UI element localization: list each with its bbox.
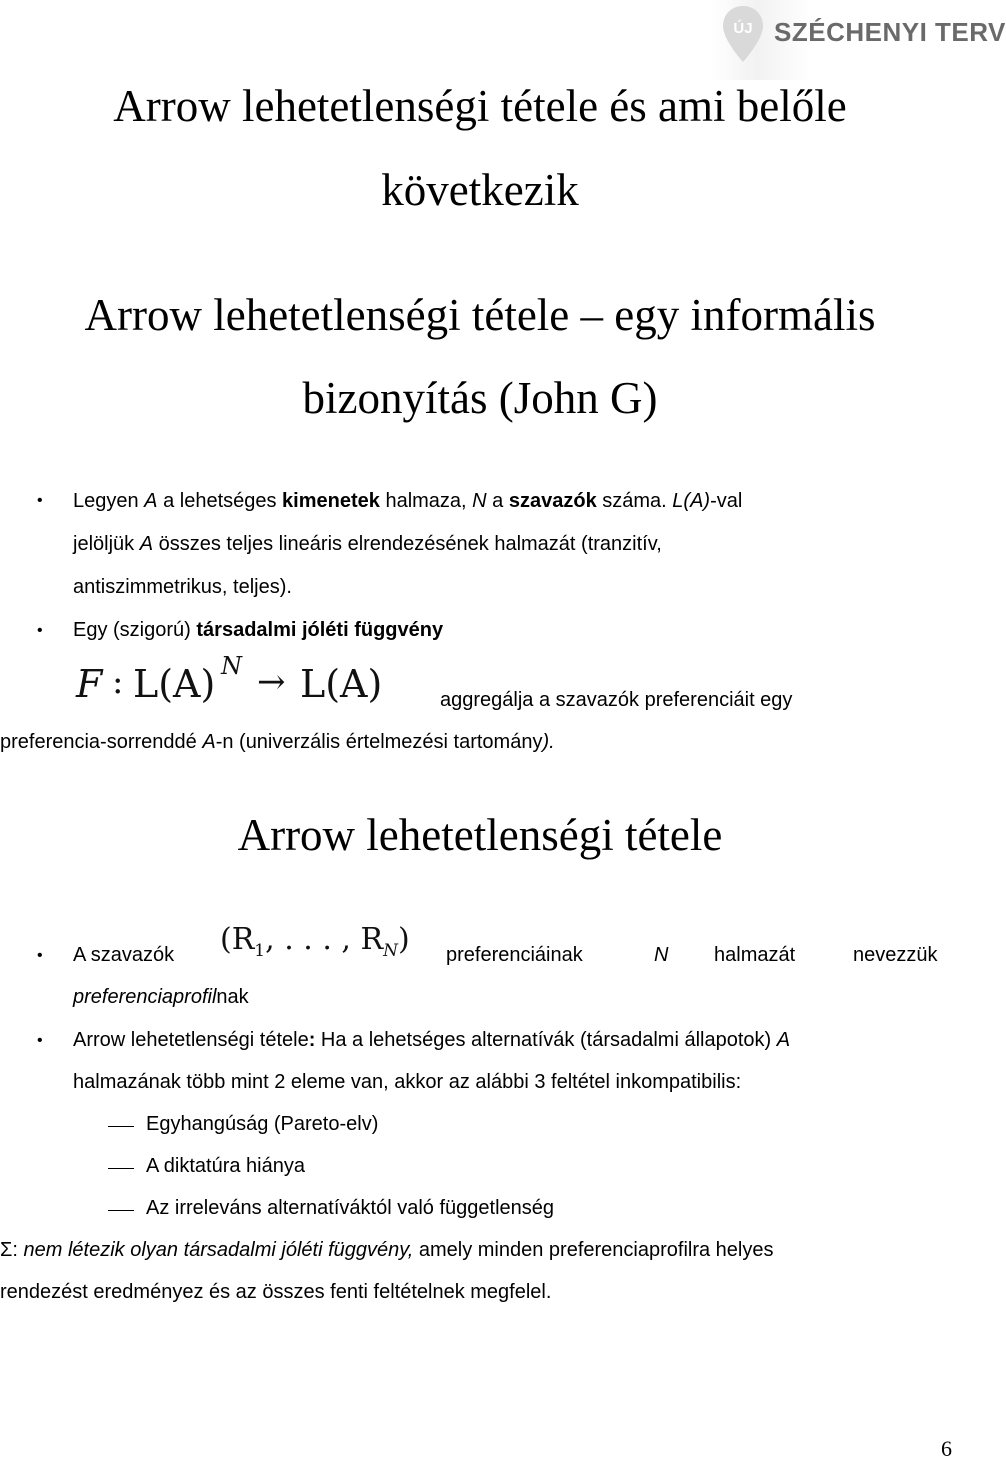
theorem-statement-line1: Arrow lehetetlenségi tétele: Ha a lehetséges alternatívák (társadalmi állapotok) A [73, 1029, 791, 1051]
page-number: 6 [941, 1436, 952, 1461]
section1-bullet1-line3: antiszimmetrikus, teljes). [73, 576, 292, 598]
formula-description-continuation: preferencia-sorrenddé A-n (univerzális értelmezési tartomány). [0, 731, 555, 753]
profile-text-start: A szavazók [73, 944, 175, 966]
profile-text-word3: halmazát [714, 944, 796, 966]
bullet-marker: • [37, 622, 43, 639]
preference-tuple-math: ($R_1$, . . . , $R_N$) [220, 922, 410, 961]
section-heading: Arrow lehetetlenségi tétele [237, 810, 723, 860]
dash-marker [108, 1126, 134, 1127]
section1-bullet1-line2: jelöljük A összes teljes lineáris elrendezésének halmazát (tranzitív, [73, 533, 662, 555]
section1-bullet1-line1: Legyen A a lehetséges kimenetek halmaza, N a szavazók száma. L(A)-val [73, 490, 743, 512]
conclusion-line2: rendezést eredményez és az összes fenti feltételnek megfelel. [0, 1281, 552, 1303]
dash-marker [108, 1210, 134, 1211]
profile-text-line2: preferenciaprofilnak [73, 986, 249, 1008]
condition-item: Az irreleváns alternatíváktól való függetlenség [146, 1197, 555, 1219]
logo-text: SZÉCHENYI TERV [774, 17, 1006, 47]
conclusion-line1: Σ: nem létezik olyan társadalmi jóléti függvény, amely minden preferenciaprofilra helyes [0, 1239, 774, 1261]
formula-description: aggregálja a szavazók preferenciáit egy [440, 689, 793, 711]
section1-bullet2: Egy (szigorú) társadalmi jóléti függvény [73, 619, 444, 641]
bullet-marker: • [37, 1032, 43, 1049]
main-title-line1: Arrow lehetetlenségi tétele és ami belőle [113, 81, 847, 131]
subtitle-line2: bizonyítás (John G) [302, 373, 658, 423]
condition-item: Egyhangúság (Pareto-elv) [146, 1113, 379, 1135]
bullet-marker: • [37, 947, 43, 964]
logo-pin-text: ÚJ [733, 20, 753, 37]
theorem-statement-line2: halmazának több mint 2 eleme van, akkor az alábbi 3 feltétel inkompatibilis: [73, 1071, 742, 1093]
profile-text-word4: nevezzük [853, 944, 938, 966]
bullet-marker: • [37, 492, 43, 509]
profile-text-word2: N [654, 944, 669, 966]
main-title-line2: következik [381, 165, 579, 215]
subtitle-line1: Arrow lehetetlenségi tétele – egy informális [84, 290, 876, 340]
profile-text-word1: preferenciáinak [446, 944, 583, 966]
condition-item: A diktatúra hiánya [146, 1155, 305, 1177]
dash-marker [108, 1168, 134, 1169]
map-pin-icon [720, 4, 766, 64]
